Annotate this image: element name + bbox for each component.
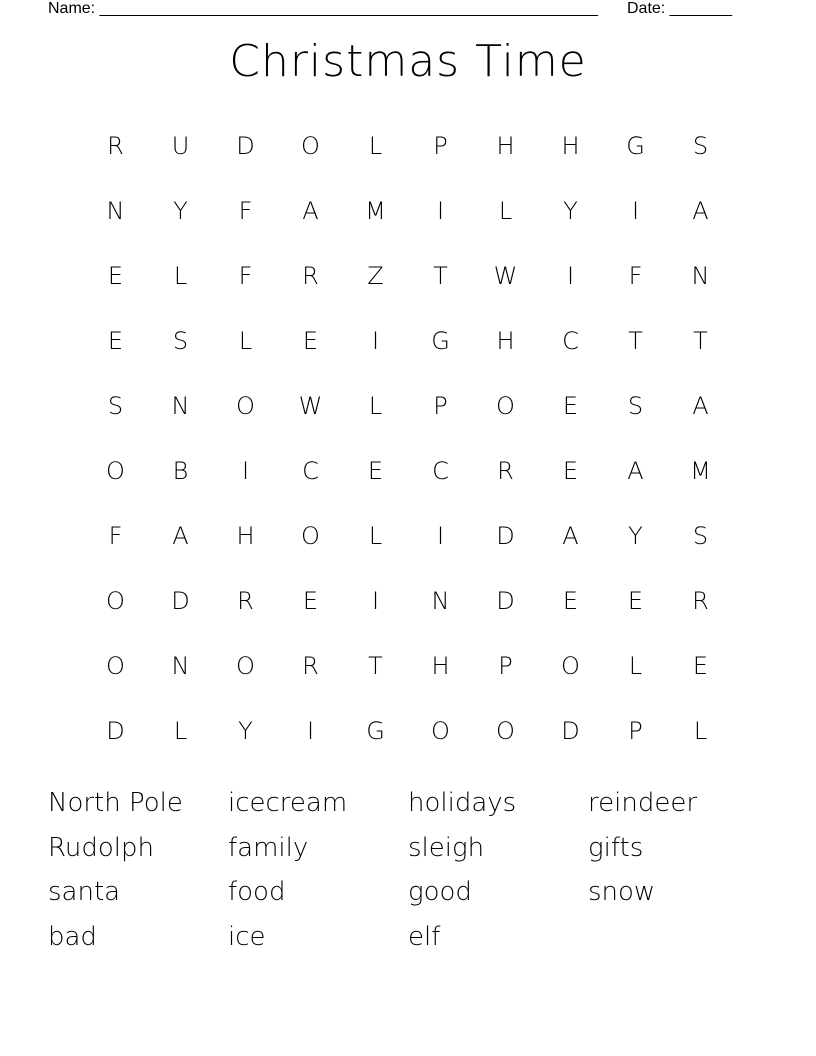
grid-letter: A [627,456,644,485]
grid-letter: L [368,131,383,160]
grid-letter: E [107,326,124,355]
grid-letter: L [173,261,188,290]
grid-letter: S [692,521,709,550]
grid-letter: A [172,521,189,550]
word-bank-item: good [408,877,472,907]
grid-letter: P [433,391,448,420]
grid-letter: D [171,586,190,615]
word-bank-item: food [228,877,286,907]
grid-letter: L [238,326,253,355]
grid-letter: E [302,586,319,615]
grid-letter: U [171,131,190,160]
grid-letter: T [693,326,708,355]
grid-letter: I [631,196,640,225]
grid-letter: A [692,391,709,420]
grid-letter: I [371,586,380,615]
grid-letter: O [106,456,125,485]
grid-letter: Y [238,716,253,745]
grid-letter: R [237,586,254,615]
grid-letter: A [562,521,579,550]
grid-letter: C [302,456,319,485]
grid-letter: B [172,456,189,485]
grid-letter: A [692,196,709,225]
name-field-label: Name: ________________________________________________________ [48,0,598,17]
grid-letter: G [366,716,385,745]
grid-letter: D [561,716,580,745]
word-bank-item: gifts [588,832,644,863]
grid-letter: O [106,586,125,615]
grid-letter: L [498,196,513,225]
grid-letter: I [436,521,445,550]
grid-letter: R [302,261,319,290]
grid-letter: P [628,716,643,745]
grid-letter: R [302,651,319,680]
word-bank-item: North Pole [48,788,183,818]
grid-letter: O [236,391,255,420]
grid-letter: T [433,261,448,290]
grid-letter: Y [563,196,578,225]
word-bank [48,783,768,961]
grid-letter: F [238,261,253,290]
grid-letter: E [562,391,579,420]
grid-letter: Y [628,521,643,550]
grid-letter: D [496,521,515,550]
word-bank-item: Rudolph [48,832,154,863]
grid-letter: W [493,261,518,290]
grid-letter: M [365,196,386,225]
grid-letter: O [496,391,515,420]
grid-letter: S [107,391,124,420]
grid-letter: O [561,651,580,680]
grid-letter: M [690,456,711,485]
grid-letter: D [236,131,255,160]
grid-letter: T [628,326,643,355]
grid-letter: H [496,326,515,355]
grid-letter: F [238,196,253,225]
grid-letter: Y [173,196,188,225]
grid-letter: Z [367,261,384,290]
grid-letter: E [627,586,644,615]
grid-letter: O [431,716,450,745]
grid-letter: E [562,586,579,615]
grid-letter: I [436,196,445,225]
grid-letter: N [106,196,125,225]
word-bank-item: family [228,832,309,863]
grid-letter: O [301,131,320,160]
grid-letter: E [562,456,579,485]
word-bank-item: snow [588,877,656,907]
grid-letter: L [368,391,383,420]
grid-letter: E [692,651,709,680]
word-bank-item: holidays [408,788,517,818]
grid-letter: I [566,261,575,290]
grid-letter: R [107,131,124,160]
grid-letter: A [302,196,319,225]
grid-letter: G [626,131,645,160]
grid-letter: N [171,391,190,420]
grid-letter: O [106,651,125,680]
grid-letter: F [108,521,123,550]
grid-letter: I [371,326,380,355]
word-bank-item: icecream [228,788,348,818]
puzzle-title: Christmas Time [229,36,587,87]
grid-letter: L [368,521,383,550]
grid-letter: H [236,521,255,550]
grid-letter: H [431,651,450,680]
grid-letter: H [561,131,580,160]
word-bank-item: bad [48,921,97,952]
grid-letter: L [173,716,188,745]
grid-letter: O [496,716,515,745]
grid-letter: R [497,456,514,485]
grid-letter: W [298,391,323,420]
grid-letter: L [693,716,708,745]
grid-letter: N [431,586,450,615]
grid-letter: E [367,456,384,485]
date-field-label: Date: _______ [627,0,732,17]
grid-letter: D [106,716,125,745]
grid-letter: I [241,456,250,485]
grid-letter: R [692,586,709,615]
grid-letter: N [691,261,710,290]
grid-letter: D [496,586,515,615]
grid-letter: C [432,456,449,485]
grid-letter: L [628,651,643,680]
grid-letter: P [433,131,448,160]
word-search-grid [83,113,733,763]
grid-letter: S [172,326,189,355]
grid-letter: E [302,326,319,355]
grid-letter: S [627,391,644,420]
grid-letter: N [171,651,190,680]
grid-letter: F [628,261,643,290]
grid-letter: C [562,326,579,355]
word-bank-item: reindeer [588,788,698,818]
grid-letter: O [236,651,255,680]
grid-letter: S [692,131,709,160]
grid-letter: H [496,131,515,160]
word-bank-item: elf [408,921,441,952]
grid-letter: T [368,651,383,680]
grid-letter: O [301,521,320,550]
grid-letter: I [306,716,315,745]
grid-letter: P [498,651,513,680]
grid-letter: G [431,326,450,355]
word-bank-item: ice [228,921,266,952]
worksheet-header [48,0,748,20]
word-bank-item: sleigh [408,832,485,863]
grid-letter: E [107,261,124,290]
word-bank-item: santa [48,877,121,907]
